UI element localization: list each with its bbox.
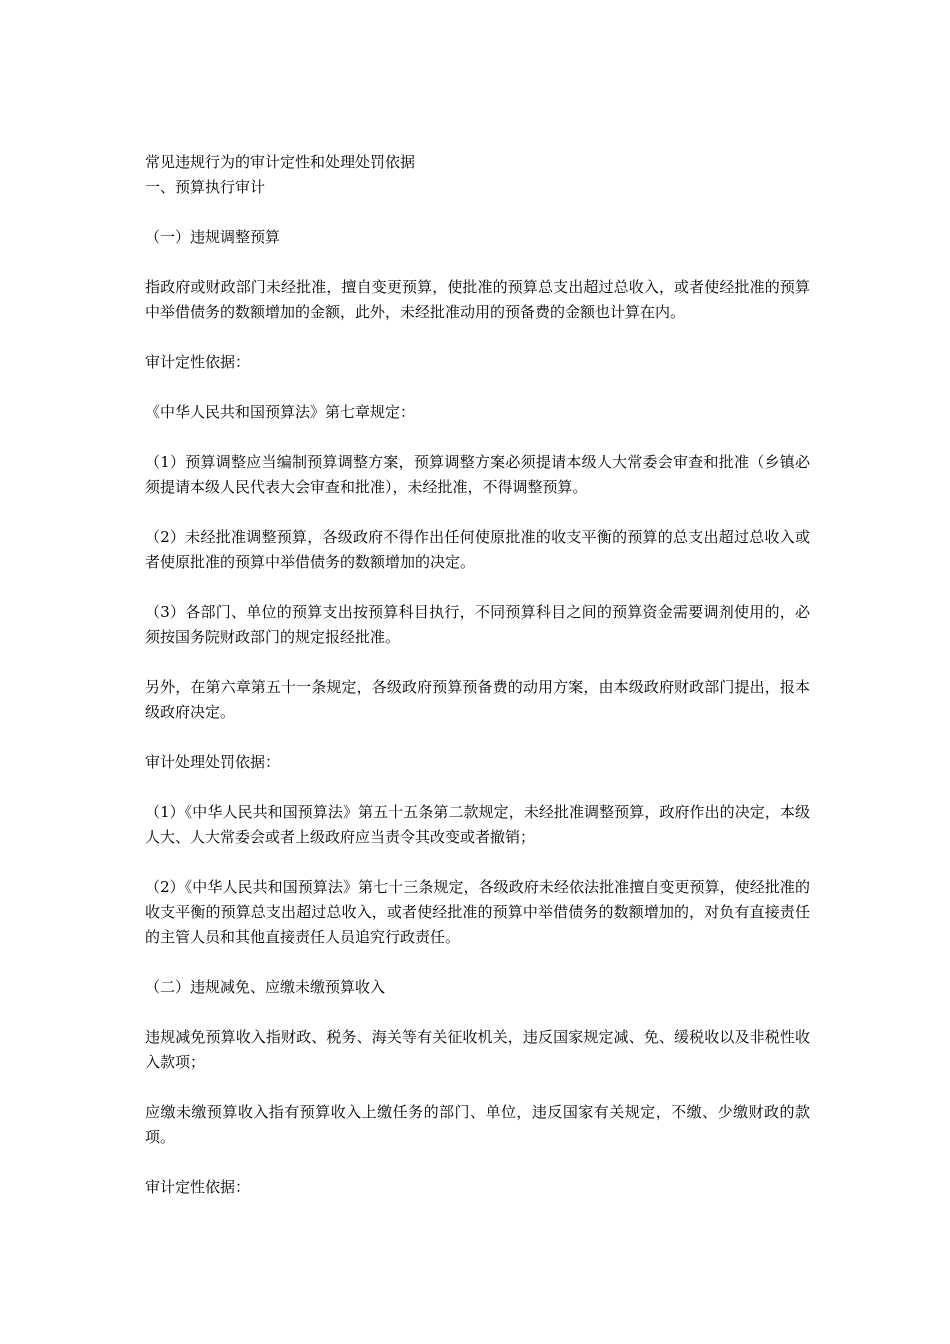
- subsection-heading: （二）违规减免、应缴未缴预算收入: [145, 978, 386, 996]
- paragraph: 应缴未缴预算收入指有预算收入上缴任务的部门、单位，违反国家有关规定，不缴、少缴财政的款项。: [145, 1103, 810, 1146]
- paragraph-heading: 审计定性依据：: [145, 353, 251, 371]
- section-heading: 一、预算执行审计: [145, 178, 266, 196]
- list-item: （3）各部门、单位的预算支出按预算科目执行，不同预算科目之间的预算资金需要调剂使用的，必须按国务院财政部门的规定报经批准。: [145, 603, 810, 646]
- document-body: [145, 150, 810, 1200]
- paragraph-heading: 审计处理处罚依据：: [145, 753, 281, 771]
- paragraph: 违规减免预算收入指财政、税务、海关等有关征收机关，违反国家规定减、免、缓税收以及非税性收入款项；: [145, 1028, 810, 1071]
- subsection-heading: （一）违规调整预算: [145, 228, 281, 246]
- paragraph: 指政府或财政部门未经批准，擅自变更预算，使批准的预算总支出超过总收入，或者使经批准的预算中举借债务的数额增加的金额，此外，未经批准动用的预备费的金额也计算在内。: [145, 278, 810, 321]
- paragraph: 《中华人民共和国预算法》第七章规定：: [145, 403, 416, 421]
- paragraph: 另外，在第六章第五十一条规定，各级政府预算预备费的动用方案，由本级政府财政部门提出，报本级政府决定。: [145, 678, 810, 721]
- list-item: （2）《中华人民共和国预算法》第七十三条规定，各级政府未经依法批准擅自变更预算，使经批准的收支平衡的预算总支出超过总收入，或者使经批准的预算中举借债务的数额增加的，对负有直接责任的主管人员和其他直接责任人员追究行政责任。: [145, 878, 810, 946]
- list-item: （1）《中华人民共和国预算法》第五十五条第二款规定，未经批准调整预算，政府作出的决定，本级人大、人大常委会或者上级政府应当责令其改变或者撤销；: [145, 803, 810, 846]
- list-item: （2）未经批准调整预算，各级政府不得作出任何使原批准的收支平衡的预算的总支出超过总收入或者使原批准的预算中举借债务的数额增加的决定。: [145, 528, 810, 571]
- document-title: 常见违规行为的审计定性和处理处罚依据: [145, 153, 416, 171]
- list-item: （1）预算调整应当编制预算调整方案，预算调整方案必须提请本级人大常委会审查和批准（乡镇必须提请本级人民代表大会审查和批准），未经批准，不得调整预算。: [145, 453, 810, 496]
- paragraph-heading: 审计定性依据：: [145, 1178, 251, 1196]
